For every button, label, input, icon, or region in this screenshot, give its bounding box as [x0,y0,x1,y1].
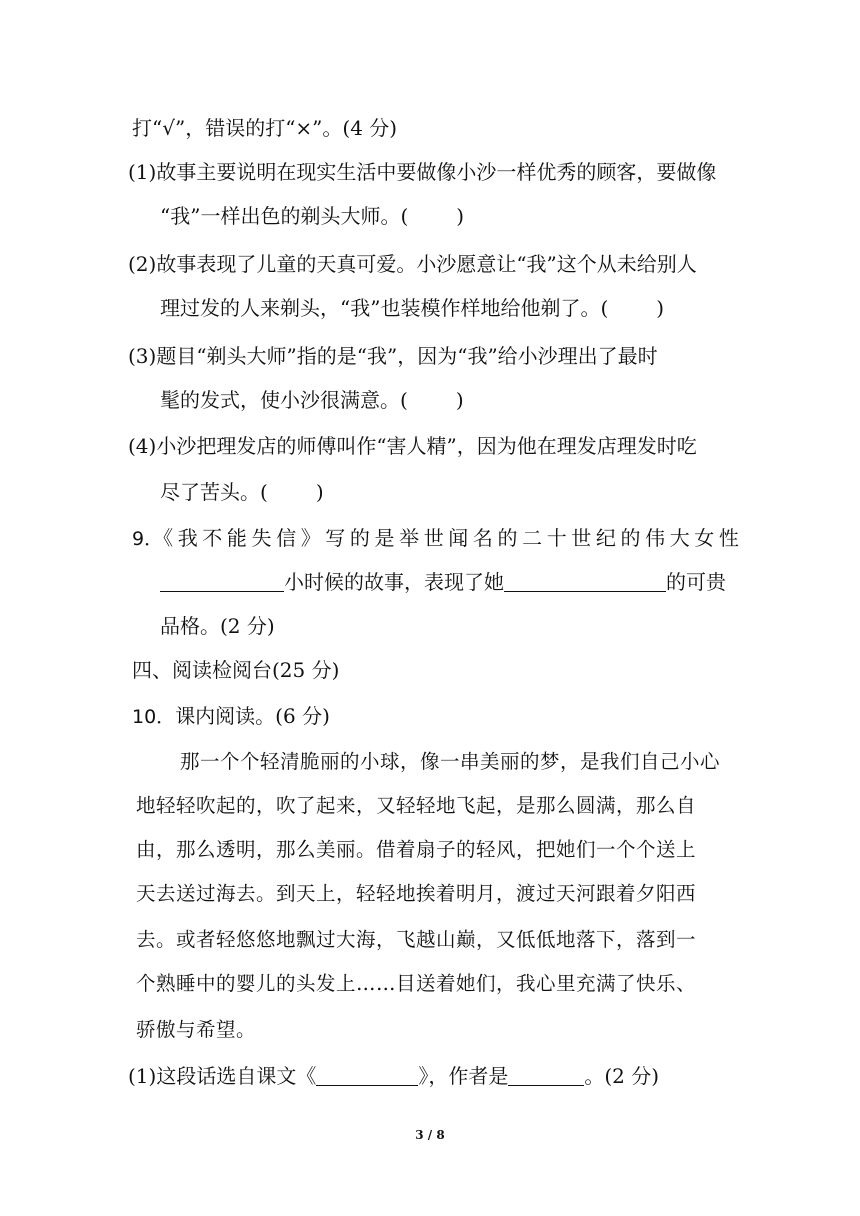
passage-line-7: 骄傲与希望。 [136,1018,257,1041]
q10-blank-title[interactable] [316,1063,418,1086]
q8-item-1-line1: (1)故事主要说明在现实生活中要做像小沙一样优秀的顾客，要做像 [128,160,717,184]
passage-line-1: 那一个个轻清脆丽的小球，像一串美丽的梦，是我们自己小心 [180,750,721,773]
section-4-heading: 四、阅读检阅台(25 分) [132,658,340,682]
q8-item-1-line2: “我”一样出色的剃头大师。( ) [160,204,465,228]
q8-item-4-line1: (4)小沙把理发店的师傅叫作“害人精”，因为他在理发店理发时吃 [128,434,697,458]
page-number: 3 / 8 [415,1128,445,1142]
passage-line-5: 去。或者轻悠悠地飘过大海，飞越山巅，又低低地落下，落到一 [136,928,697,951]
q9-line1: 9．《我不能失信》写的是举世闻名的二十世纪的伟大女性 [132,526,744,550]
q8-item-4-line2: 尽了苦头。( ) [160,480,324,504]
q9-line2: 小时候的故事，表现了她 的可贵 [0,568,860,596]
q8-item-2-line2: 理过发的人来剃头，“我”也装模作样地给他剃了。( ) [160,296,665,320]
q9-blank-name[interactable] [160,569,284,592]
q9-blank-quality[interactable] [504,569,666,592]
q8-item-2-line1: (2)故事表现了儿童的天真可爱。小沙愿意让“我”这个从未给别人 [128,252,697,276]
q8-item-3-line2: 髦的发式，使小沙很满意。( ) [160,388,464,412]
q10-heading: 10．课内阅读。(6 分) [132,704,330,728]
passage-line-6: 个熟睡中的婴儿的头发上……目送着她们，我心里充满了快乐、 [136,972,697,995]
q10-sub1: (1)这段话选自课文《 》，作者是 。(2 分) [128,1064,660,1088]
q8-item-3-line1: (3)题目“剃头大师”指的是“我”，因为“我”给小沙理出了最时 [128,344,658,368]
q8-instruction-tail: 打“√”，错误的打“×”。(4 分) [132,116,398,140]
q9-line3: 品格。(2 分) [160,614,275,638]
passage-line-2: 地轻轻吹起的，吹了起来，又轻轻地飞起，是那么圆满，那么自 [136,794,697,817]
passage-line-4: 天去送过海去。到天上，轻轻地挨着明月，渡过天河跟着夕阳西 [136,882,697,905]
passage-line-3: 由，那么透明，那么美丽。借着扇子的轻风，把她们一个个送上 [136,838,697,861]
q10-blank-author[interactable] [508,1063,584,1086]
